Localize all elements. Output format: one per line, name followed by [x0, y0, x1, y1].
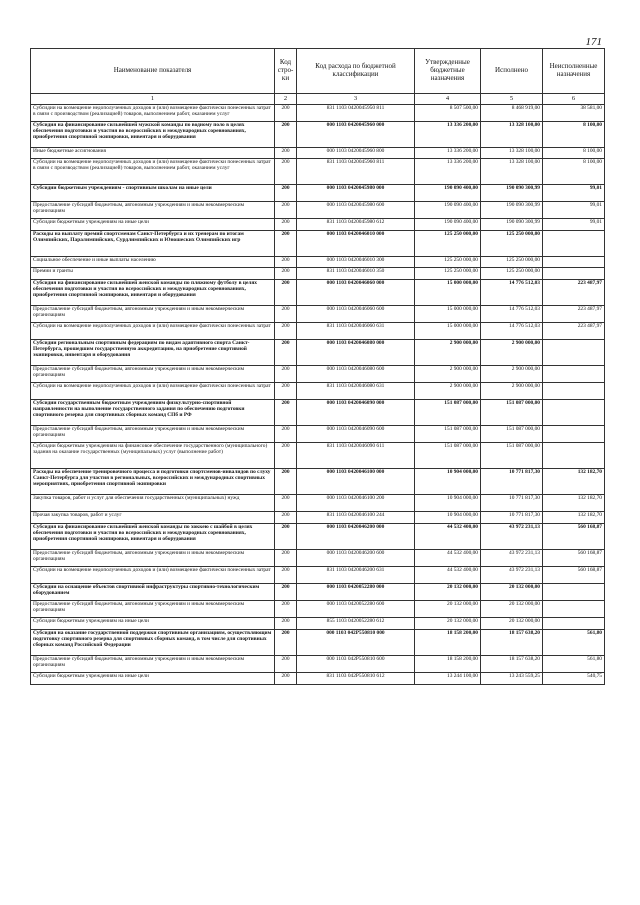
row-budget-code: 000 1103 0420046090 000 [297, 400, 415, 426]
row-approved: 15 000 000,00 [415, 323, 481, 340]
row-budget-code: 000 1103 0420046090 600 [297, 426, 415, 443]
row-approved: 125 250 000,00 [415, 268, 481, 280]
row-budget-code: 000 1103 042P550810 000 [297, 630, 415, 656]
row-budget-code: 000 1103 0420046010 300 [297, 257, 415, 268]
row-budget-code: 000 1103 0420046080 600 [297, 366, 415, 383]
row-executed: 151 087 000,00 [481, 400, 543, 426]
table-row [31, 656, 605, 673]
row-budget-code: 831 1103 0420045950 811 [297, 105, 415, 122]
row-name: Предоставление субсидий бюджетным, автономным учреждениям и иным некоммерческим организациям [31, 366, 275, 383]
table-row [31, 618, 605, 630]
table-row [31, 159, 605, 185]
page-number: 171 [585, 36, 602, 48]
table-row [31, 601, 605, 618]
row-executed: 18 157 638,20 [481, 656, 543, 673]
row-executed: 43 972 231,13 [481, 567, 543, 584]
row-budget-code: 000 1103 0420046200 600 [297, 550, 415, 567]
table-row [31, 268, 605, 280]
row-unexecuted: 223 487,97 [543, 306, 605, 323]
row-budget-code: 000 1103 0420046010 000 [297, 231, 415, 257]
row-budget-code: 000 1103 0420046080 000 [297, 340, 415, 366]
row-name: Расходы на обеспечение тренировочного процесса и подготовки спортсменов-инвалидов по слуху Санкт-Петербурга для участия в региональных, всероссийских и международных спортивных мероприятиях, приобретения спортивной экипировки [31, 469, 275, 495]
row-unexecuted: 560 168,87 [543, 524, 605, 550]
row-executed: 20 132 000,00 [481, 584, 543, 601]
row-approved: 44 532 400,00 [415, 567, 481, 584]
table-row [31, 383, 605, 400]
row-unexecuted [543, 340, 605, 366]
row-unexecuted [543, 601, 605, 618]
row-unexecuted: 560 168,87 [543, 550, 605, 567]
row-code: 200 [275, 550, 297, 567]
row-unexecuted: 99,01 [543, 219, 605, 231]
row-approved: 2 900 000,00 [415, 340, 481, 366]
row-executed: 2 900 000,00 [481, 340, 543, 366]
row-unexecuted [543, 257, 605, 268]
row-unexecuted: 561,80 [543, 656, 605, 673]
row-code: 200 [275, 148, 297, 159]
table-row [31, 512, 605, 524]
column-number: 1 [31, 94, 275, 105]
row-executed: 20 132 000,00 [481, 601, 543, 618]
row-budget-code: 000 1103 0420046100 000 [297, 469, 415, 495]
table-row [31, 340, 605, 366]
row-approved: 125 250 000,00 [415, 231, 481, 257]
column-number: 4 [415, 94, 481, 105]
row-name: Закупка товаров, работ и услуг для обеспечения государственных (муниципальных) нужд [31, 495, 275, 512]
row-unexecuted: 8 100,00 [543, 122, 605, 148]
row-name: Субсидии государственным бюджетным учреждениям физкультурно-спортивной направленности на выполнение государственного задания по обеспечению подготовки спортивного резерва для спортивных сборных команд СПб и РФ [31, 400, 275, 426]
row-code: 200 [275, 257, 297, 268]
table-row [31, 567, 605, 584]
row-name: Предоставление субсидий бюджетным, автономным учреждениям и иным некоммерческим организациям [31, 202, 275, 219]
row-name: Субсидия на финансирование сильнейшей женской команды по пляжному футболу в целях обеспечения подготовки и участия во всероссийских и международных соревнованиях, приобретения спортивной экипировки, инвентаря и оборудования [31, 280, 275, 306]
row-executed: 43 972 231,13 [481, 550, 543, 567]
row-name: Субсидия на оказание государственной поддержки спортивным организациям, осуществляющим подготовку спортивного резерва для спортивных сборных команд, в том числе для спортивных сборных команд Российской Федерации [31, 630, 275, 656]
row-budget-code: 831 1103 0420046060 631 [297, 323, 415, 340]
row-executed: 125 250 000,00 [481, 257, 543, 268]
row-budget-code: 831 1103 0420046200 631 [297, 567, 415, 584]
row-unexecuted: 132 182,70 [543, 495, 605, 512]
row-approved: 2 900 000,00 [415, 366, 481, 383]
row-executed: 151 087 000,00 [481, 426, 543, 443]
row-code: 200 [275, 601, 297, 618]
row-name: Иные бюджетные ассигнования [31, 148, 275, 159]
column-number: 6 [543, 94, 605, 105]
row-approved: 190 090 400,00 [415, 202, 481, 219]
row-approved: 2 900 000,00 [415, 383, 481, 400]
row-name: Субсидии бюджетным учреждениям - спортивным школам на иные цели [31, 185, 275, 202]
row-executed: 190 090 300,99 [481, 219, 543, 231]
table-row [31, 550, 605, 567]
row-unexecuted: 8 100,00 [543, 148, 605, 159]
table-row [31, 122, 605, 148]
row-unexecuted [543, 400, 605, 426]
row-code: 200 [275, 443, 297, 469]
table-body [31, 105, 605, 685]
row-code: 200 [275, 383, 297, 400]
row-unexecuted: 38 581,00 [543, 105, 605, 122]
row-unexecuted: 561,80 [543, 630, 605, 656]
row-executed: 2 900 000,00 [481, 383, 543, 400]
table-row [31, 443, 605, 469]
row-name: Субсидии бюджетным учреждениям на финансовое обеспечение государственного (муниципального) задания на оказание государственных (муниципальных) услуг (выполнение работ) [31, 443, 275, 469]
row-code: 200 [275, 105, 297, 122]
table-row [31, 426, 605, 443]
row-name: Субсидии на оснащение объектов спортивной инфраструктуры спортивно-технологическим оборудованием [31, 584, 275, 601]
row-unexecuted: 99,01 [543, 202, 605, 219]
row-unexecuted: 132 182,70 [543, 469, 605, 495]
row-approved: 20 132 000,00 [415, 601, 481, 618]
row-name: Субсидии региональным спортивным федерациям по видам адаптивного спорта Санкт-Петербурга, прошедшим государственную аккредитацию, на приобретение спортивной экипировки, инвентаря и оборудования [31, 340, 275, 366]
row-budget-code: 831 1103 0420046080 631 [297, 383, 415, 400]
row-name: Прочая закупка товаров, работ и услуг [31, 512, 275, 524]
row-code: 200 [275, 366, 297, 383]
row-code: 200 [275, 280, 297, 306]
table-row [31, 400, 605, 426]
row-code: 200 [275, 159, 297, 185]
row-code: 200 [275, 185, 297, 202]
row-code: 200 [275, 524, 297, 550]
header-budget-code: Код расхода по бюджетной классификации [297, 49, 415, 94]
row-executed: 43 972 231,13 [481, 524, 543, 550]
row-executed: 14 776 512,03 [481, 280, 543, 306]
row-name: Предоставление субсидий бюджетным, автономным учреждениям и иным некоммерческим организациям [31, 656, 275, 673]
table-row [31, 584, 605, 601]
row-executed: 10 771 817,30 [481, 495, 543, 512]
row-unexecuted [543, 426, 605, 443]
row-budget-code: 000 1103 0420046060 600 [297, 306, 415, 323]
row-code: 200 [275, 426, 297, 443]
row-code: 200 [275, 618, 297, 630]
row-unexecuted [543, 618, 605, 630]
table-row [31, 524, 605, 550]
row-name: Предоставление субсидий бюджетным, автономным учреждениям и иным некоммерческим организациям [31, 306, 275, 323]
row-unexecuted: 223 487,97 [543, 280, 605, 306]
row-code: 200 [275, 340, 297, 366]
row-approved: 18 158 200,00 [415, 630, 481, 656]
row-unexecuted: 540,75 [543, 673, 605, 685]
row-approved: 13 244 100,00 [415, 673, 481, 685]
row-budget-code: 000 1103 0420046200 000 [297, 524, 415, 550]
row-unexecuted: 560 168,87 [543, 567, 605, 584]
row-executed: 13 243 559,25 [481, 673, 543, 685]
row-budget-code: 000 1103 042P550810 600 [297, 656, 415, 673]
row-approved: 13 336 200,00 [415, 122, 481, 148]
row-budget-code: 000 1103 0420045960 800 [297, 148, 415, 159]
row-approved: 8 507 500,00 [415, 105, 481, 122]
row-approved: 10 904 000,00 [415, 512, 481, 524]
row-approved: 10 904 000,00 [415, 469, 481, 495]
row-code: 200 [275, 400, 297, 426]
table-row [31, 630, 605, 656]
row-approved: 125 250 000,00 [415, 257, 481, 268]
row-code: 200 [275, 323, 297, 340]
column-number-row [31, 94, 605, 105]
row-name: Предоставление субсидий бюджетным, автономным учреждениям и иным некоммерческим организациям [31, 601, 275, 618]
table-row [31, 231, 605, 257]
table-row [31, 105, 605, 122]
row-budget-code: 831 1103 0420045980 612 [297, 219, 415, 231]
row-name: Субсидии на возмещение недополученных доходов и (или) возмещение фактически понесенных затрат [31, 383, 275, 400]
row-approved: 13 336 200,00 [415, 148, 481, 159]
row-name: Социальное обеспечение и иные выплаты населению [31, 257, 275, 268]
row-name: Субсидии бюджетным учреждениям на иные цели [31, 618, 275, 630]
table-row [31, 495, 605, 512]
row-approved: 15 000 000,00 [415, 280, 481, 306]
row-approved: 44 532 400,00 [415, 550, 481, 567]
row-name: Предоставление субсидий бюджетным, автономным учреждениям и иным некоммерческим организациям [31, 550, 275, 567]
header-row [31, 49, 605, 94]
row-approved: 190 090 400,00 [415, 185, 481, 202]
row-budget-code: 831 1103 0420046100 244 [297, 512, 415, 524]
row-unexecuted: 8 100,00 [543, 159, 605, 185]
row-budget-code: 831 1103 0420045960 811 [297, 159, 415, 185]
header-unexecuted: Неисполненные назначения [543, 49, 605, 94]
row-code: 200 [275, 219, 297, 231]
row-budget-code: 000 1103 0420052280 600 [297, 601, 415, 618]
table-row [31, 280, 605, 306]
row-approved: 190 090 400,00 [415, 219, 481, 231]
row-budget-code: 855 1103 0420052280 612 [297, 618, 415, 630]
row-executed: 151 087 000,00 [481, 443, 543, 469]
row-budget-code: 831 1103 0420046010 350 [297, 268, 415, 280]
row-executed: 18 157 638,20 [481, 630, 543, 656]
row-name: Премии и гранты [31, 268, 275, 280]
row-code: 200 [275, 495, 297, 512]
row-code: 200 [275, 231, 297, 257]
row-approved: 10 904 000,00 [415, 495, 481, 512]
row-name: Субсидии на возмещение недополученных доходов и (или) возмещение фактически понесенных затрат в связи с производством (реализацией) товаров, выполнением работ, оказанием услуг [31, 105, 275, 122]
table-row [31, 366, 605, 383]
row-executed: 190 090 300,99 [481, 185, 543, 202]
row-name: Субсидия на финансирование сильнейшей женской команды по хоккею с шайбой в целях обеспечения подготовки и участия во всероссийских и международных соревнованиях, приобретения спортивной экипировки, инвентаря и оборудования [31, 524, 275, 550]
row-unexecuted [543, 443, 605, 469]
table-row [31, 219, 605, 231]
row-code: 200 [275, 630, 297, 656]
row-code: 200 [275, 656, 297, 673]
row-unexecuted [543, 383, 605, 400]
budget-execution-table [30, 48, 605, 685]
row-approved: 20 132 000,00 [415, 584, 481, 601]
row-budget-code: 000 1103 0420046100 200 [297, 495, 415, 512]
table-row [31, 257, 605, 268]
row-approved: 151 087 000,00 [415, 443, 481, 469]
row-code: 200 [275, 122, 297, 148]
row-budget-code: 831 1103 0420046090 611 [297, 443, 415, 469]
header-name: Наименование показателя [31, 49, 275, 94]
row-unexecuted: 99,01 [543, 185, 605, 202]
row-unexecuted [543, 584, 605, 601]
row-executed: 10 771 817,30 [481, 469, 543, 495]
row-approved: 44 532 400,00 [415, 524, 481, 550]
row-code: 200 [275, 268, 297, 280]
row-executed: 190 090 300,99 [481, 202, 543, 219]
row-name: Предоставление субсидий бюджетным, автономным учреждениям и иным некоммерческим организациям [31, 426, 275, 443]
row-unexecuted [543, 268, 605, 280]
row-approved: 20 132 000,00 [415, 618, 481, 630]
row-executed: 14 776 512,03 [481, 306, 543, 323]
row-name: Субсидии на возмещение недополученных доходов и (или) возмещение фактически понесенных затрат [31, 323, 275, 340]
table-row [31, 306, 605, 323]
row-code: 200 [275, 202, 297, 219]
row-executed: 10 771 817,30 [481, 512, 543, 524]
row-name: Расходы на выплату премий спортсменам Санкт-Петербурга и их тренерам по итогам Олимпийских, Паралимпийских, Сурдлимпийских и Юношеских Олимпийских игр [31, 231, 275, 257]
row-unexecuted [543, 366, 605, 383]
row-executed: 125 250 000,00 [481, 268, 543, 280]
table-row [31, 185, 605, 202]
column-number: 3 [297, 94, 415, 105]
row-code: 200 [275, 306, 297, 323]
row-approved: 18 158 200,00 [415, 656, 481, 673]
row-budget-code: 000 1103 0420052280 000 [297, 584, 415, 601]
row-unexecuted: 132 182,70 [543, 512, 605, 524]
row-code: 200 [275, 673, 297, 685]
row-executed: 13 328 100,00 [481, 122, 543, 148]
header-approved: Утвержденные бюджетные назначения [415, 49, 481, 94]
row-approved: 13 336 200,00 [415, 159, 481, 185]
column-number: 2 [275, 94, 297, 105]
row-budget-code: 000 1103 0420045980 000 [297, 185, 415, 202]
row-code: 200 [275, 469, 297, 495]
row-executed: 8 468 919,00 [481, 105, 543, 122]
row-name: Субсидии на возмещение недополученных доходов и (или) возмещение фактически понесенных затрат в связи с производством (реализацией) товаров, выполнением работ, оказанием услуг [31, 159, 275, 185]
table-row [31, 469, 605, 495]
header-row-code: Код стро-ки [275, 49, 297, 94]
row-unexecuted [543, 231, 605, 257]
table-row [31, 673, 605, 685]
row-code: 200 [275, 567, 297, 584]
row-approved: 151 087 000,00 [415, 400, 481, 426]
row-approved: 151 087 000,00 [415, 426, 481, 443]
row-approved: 15 000 000,00 [415, 306, 481, 323]
row-unexecuted: 223 487,97 [543, 323, 605, 340]
row-executed: 13 328 100,00 [481, 159, 543, 185]
row-budget-code: 000 1103 0420046060 000 [297, 280, 415, 306]
row-budget-code: 000 1103 0420045960 000 [297, 122, 415, 148]
row-name: Субсидии бюджетным учреждениям на иные цели [31, 673, 275, 685]
table-row [31, 202, 605, 219]
row-name: Субсидии бюджетным учреждениям на иные цели [31, 219, 275, 231]
row-code: 200 [275, 584, 297, 601]
row-executed: 125 250 000,00 [481, 231, 543, 257]
row-executed: 20 132 000,00 [481, 618, 543, 630]
row-name: Субсидия на финансирование сильнейшей мужской команды по водному поло в целях обеспечения подготовки и участия во всероссийских и международных соревнованиях, приобретения спортивной экипировки, инвентаря и оборудования [31, 122, 275, 148]
row-budget-code: 831 1103 042P550810 612 [297, 673, 415, 685]
header-executed: Исполнено [481, 49, 543, 94]
table-row [31, 148, 605, 159]
row-budget-code: 000 1103 0420045980 600 [297, 202, 415, 219]
row-name: Субсидии на возмещение недополученных доходов и (или) возмещение фактически понесенных затрат [31, 567, 275, 584]
row-executed: 13 328 100,00 [481, 148, 543, 159]
row-executed: 14 776 512,03 [481, 323, 543, 340]
row-executed: 2 900 000,00 [481, 366, 543, 383]
column-number: 5 [481, 94, 543, 105]
row-code: 200 [275, 512, 297, 524]
table-row [31, 323, 605, 340]
